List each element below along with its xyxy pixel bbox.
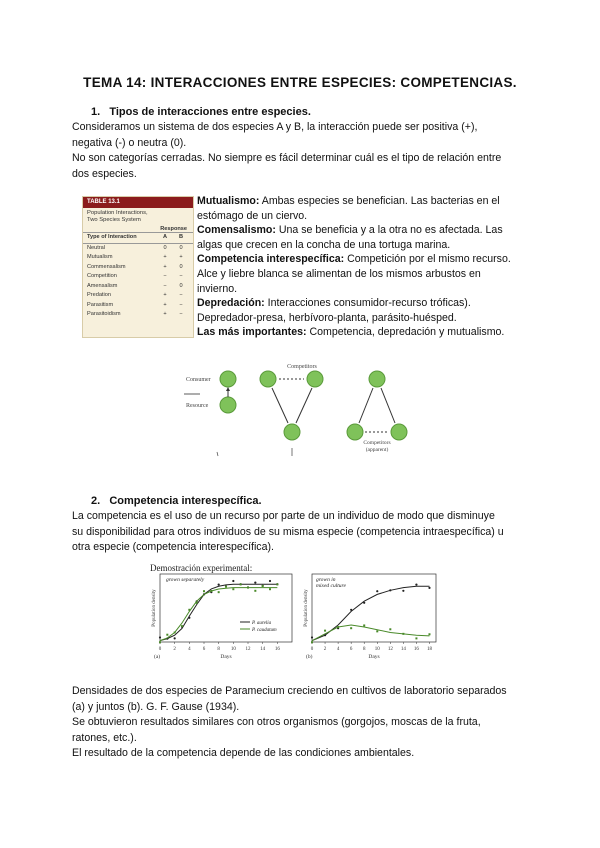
x-tick-label: 6 <box>349 647 353 652</box>
data-point <box>254 582 256 584</box>
table-cell-b: 0 <box>179 244 183 251</box>
table-cell-type: Amensalism <box>87 282 118 289</box>
page-title: TEMA 14: INTERACCIONES ENTRE ESPECIES: COMPETENCIAS. <box>83 75 517 90</box>
definition-text: Competición por el mismo recurso. <box>344 253 511 266</box>
data-point <box>262 585 264 587</box>
series-line <box>312 586 429 640</box>
prey-b-node <box>391 424 407 440</box>
definition-text: Alce y liebre blanca se alimentan de los mismos arbustos en <box>197 267 481 280</box>
closing-text <box>72 684 542 762</box>
table-cell-type: Neutral <box>87 244 106 251</box>
x-tick-label: 12 <box>245 647 251 652</box>
data-point <box>166 634 168 636</box>
data-point <box>276 583 278 585</box>
x-tick-label: 8 <box>217 647 220 652</box>
closing-line: ratones, etc.). <box>72 731 137 744</box>
closing-line: Se obtuvieron resultados similares con otros organismos (gorgojos, moscas de la fruta, <box>72 716 481 728</box>
table-row <box>83 253 193 263</box>
definition-text: Ambas especies se benefician. Las bacterias en el <box>259 195 500 207</box>
definition-line <box>197 209 537 224</box>
chart-panel-b <box>304 574 436 660</box>
table-cell-a: + <box>163 311 167 317</box>
data-point <box>254 590 256 592</box>
x-tick-label: 4 <box>336 647 340 652</box>
data-point <box>218 591 220 593</box>
legend-label: P. aurelia <box>252 621 272 626</box>
table-cell-b: − <box>179 292 183 298</box>
chart-panel-a <box>152 574 292 660</box>
data-point <box>402 590 404 592</box>
consumer-node <box>220 371 236 387</box>
arrow-head <box>226 387 230 391</box>
prey-a-node <box>347 424 363 440</box>
definition-line <box>197 194 537 209</box>
data-point <box>196 602 198 604</box>
table-column-headers <box>83 232 193 244</box>
table-cell-type: Parasitism <box>87 301 114 308</box>
section2-line: su disponibilidad para otros individuos de su misma especie (competencia intraespecífica) u <box>72 525 504 538</box>
definitions <box>197 194 537 340</box>
data-point <box>210 590 212 592</box>
section1-line: negativa (-) o neutra (0). <box>72 136 187 149</box>
definition-term: Comensalismo: <box>197 224 276 237</box>
definition-text: invierno. <box>197 282 238 295</box>
table-row <box>83 310 193 320</box>
table-cell-b: − <box>179 273 183 279</box>
definition-line <box>197 282 537 297</box>
col-a: A <box>162 234 168 240</box>
data-point <box>174 637 176 639</box>
legend-label: P. caudatum <box>252 628 277 633</box>
x-tick-label: 10 <box>374 647 380 652</box>
data-point <box>232 580 234 582</box>
x-tick-label: 16 <box>274 647 280 652</box>
y-axis-label: Population density <box>304 589 309 627</box>
shared-resource-node <box>284 424 300 440</box>
margin-mark <box>217 452 218 456</box>
closing-line: (a) y juntos (b). G. F. Gause (1934). <box>72 700 240 713</box>
definition-line <box>197 223 537 238</box>
data-point <box>174 631 176 633</box>
data-point <box>337 626 339 628</box>
table-row <box>83 272 193 282</box>
table-cell-a: + <box>163 292 167 298</box>
definition-line <box>197 296 537 311</box>
series-line <box>312 625 429 641</box>
table-cell-a: − <box>163 273 167 279</box>
section1-line: No son categorías cerradas. No siempre es fácil determinar cuál es el tipo de relación entre <box>72 152 502 164</box>
x-tick-label: 12 <box>387 647 393 652</box>
resource-node <box>220 397 236 413</box>
interaction-diagrams <box>180 360 430 460</box>
data-point <box>203 590 205 592</box>
x-axis-label: Days <box>368 654 380 660</box>
definition-line <box>197 311 537 326</box>
table-rows <box>83 244 193 320</box>
section1-body <box>72 120 542 182</box>
table-cell-a: + <box>163 254 167 260</box>
data-point <box>159 636 161 638</box>
competitor-a-node <box>260 371 276 387</box>
gause-figure <box>144 562 444 674</box>
table-cell-b: 0 <box>179 263 183 270</box>
x-tick-label: 6 <box>202 647 206 652</box>
table-cell-a: + <box>163 301 167 308</box>
definition-line <box>197 252 537 267</box>
x-tick-label: 14 <box>400 647 406 652</box>
table-caption-line: Population Interactions, <box>87 210 148 216</box>
predator-node <box>369 371 385 387</box>
panel-label: (a) <box>154 654 161 660</box>
arrow <box>381 388 395 423</box>
section1-line: Consideramos un sistema de dos especies A y B, la interacción puede ser positiva (+), <box>72 121 478 133</box>
data-point <box>181 625 183 627</box>
closing-line: Densidades de dos especies de Paramecium creciendo en cultivos de laboratorio separados <box>72 685 507 697</box>
definition-text: Una se beneficia y a la otra no es afectada. Las <box>275 224 503 237</box>
data-point <box>376 590 378 592</box>
table-cell-type: Predation <box>87 292 111 298</box>
table-row <box>83 291 193 301</box>
x-axis-label: Days <box>220 654 232 660</box>
competitors-label: Competitors <box>287 364 317 370</box>
data-point <box>225 586 227 588</box>
definition-line <box>197 267 537 282</box>
arrow <box>359 388 373 423</box>
x-tick-label: 0 <box>158 647 162 652</box>
panel-annotation: grown in <box>316 577 336 583</box>
data-point <box>324 630 326 632</box>
table-row <box>83 263 193 273</box>
section2-body <box>72 509 542 556</box>
table-cell-type: Commensalism <box>87 263 126 270</box>
data-point <box>402 633 404 635</box>
table-cell-a: − <box>163 282 167 289</box>
definition-text: algas que crecen en la concha de una tortuga marina. <box>197 238 451 251</box>
data-point <box>311 641 313 643</box>
x-tick-label: 4 <box>188 647 191 652</box>
data-point <box>389 628 391 630</box>
apparent-competitors-sublabel: (apparent) <box>365 447 389 453</box>
definition-line <box>197 325 537 340</box>
definition-term: Depredación: <box>197 297 265 310</box>
panel-annotation: grown separately <box>166 577 205 583</box>
x-tick-label: 16 <box>413 647 419 652</box>
data-point <box>188 617 190 619</box>
table-row <box>83 282 193 292</box>
data-point <box>218 584 220 586</box>
table-cell-a: 0 <box>163 244 167 251</box>
arrow <box>296 388 312 423</box>
data-point <box>363 602 365 604</box>
table-cell-type: Mutualism <box>87 254 113 260</box>
table-cell-b: 0 <box>179 282 183 289</box>
table-cell-b: + <box>179 254 183 260</box>
data-point <box>389 589 391 591</box>
col-b: B <box>178 234 184 240</box>
x-tick-label: 10 <box>230 647 236 652</box>
definition-term: Competencia interespecífica: <box>197 253 345 266</box>
definition-line <box>197 238 537 253</box>
section2-line: otra especie (competencia interespecífica). <box>72 541 274 553</box>
x-tick-label: 0 <box>310 647 314 652</box>
data-point <box>428 633 430 635</box>
definition-term: Las más importantes: <box>197 326 307 339</box>
data-point <box>376 630 378 632</box>
section2-heading: 2. Competencia interespecífica. <box>91 495 262 507</box>
figure-title: Demostración experimental: <box>150 563 253 573</box>
table-row <box>83 301 193 311</box>
table-cell-type: Parasitoidism <box>87 311 121 317</box>
closing-line: El resultado de la competencia depende de las condiciones ambientales. <box>72 747 415 759</box>
data-point <box>350 609 352 611</box>
data-point <box>247 587 249 589</box>
definition-text: Competencia, depredación y mutualismo. <box>306 326 505 339</box>
table-caption-line: Two Species System <box>87 217 141 223</box>
table-cell-type: Competition <box>87 273 117 279</box>
panel-annotation: mixed culture <box>316 583 346 589</box>
data-point <box>350 627 352 629</box>
arrow <box>272 388 288 423</box>
x-tick-label: 18 <box>426 647 432 652</box>
table-cell-a: + <box>163 263 167 270</box>
definition-text: Depredador-presa, herbívoro-planta, parásito-huésped. <box>197 311 457 324</box>
col-type: Type of Interaction <box>87 234 137 240</box>
section1-heading: 1. Tipos de interacciones entre especies. <box>91 106 311 118</box>
interaction-table <box>82 196 194 338</box>
apparent-competitors-label: Competitors <box>363 440 391 446</box>
table-row <box>83 244 193 254</box>
x-tick-label: 14 <box>260 647 266 652</box>
data-point <box>415 637 417 639</box>
data-point <box>415 584 417 586</box>
data-point <box>188 609 190 611</box>
data-point <box>159 641 161 643</box>
table-response-label: Response <box>160 226 187 232</box>
y-axis-label: Population density <box>152 589 157 627</box>
data-point <box>311 636 313 638</box>
data-point <box>428 587 430 589</box>
x-tick-label: 8 <box>362 647 366 652</box>
data-point <box>363 624 365 626</box>
x-tick-label: 2 <box>323 647 327 652</box>
definition-text: estómago de un ciervo. <box>197 209 308 222</box>
data-point <box>232 588 234 590</box>
table-cell-b: − <box>179 301 183 308</box>
consumer-label: Consumer <box>186 377 211 383</box>
definition-text: Interacciones consumidor-recurso tróficas). <box>264 297 471 310</box>
competitor-b-node <box>307 371 323 387</box>
section2-line: La competencia es el uso de un recurso por parte de un individuo de modo que disminuye <box>72 510 495 522</box>
x-tick-label: 2 <box>173 647 176 652</box>
data-point <box>269 580 271 582</box>
table-caption <box>83 208 193 226</box>
section1-line: dos especies. <box>72 167 137 180</box>
data-point <box>269 588 271 590</box>
definition-term: Mutualismo: <box>197 195 260 207</box>
resource-label: Resource <box>186 403 209 409</box>
table-header: TABLE 13.1 <box>83 197 193 208</box>
panel-label: (b) <box>306 654 313 660</box>
data-point <box>240 583 242 585</box>
table-cell-b: − <box>179 311 183 317</box>
